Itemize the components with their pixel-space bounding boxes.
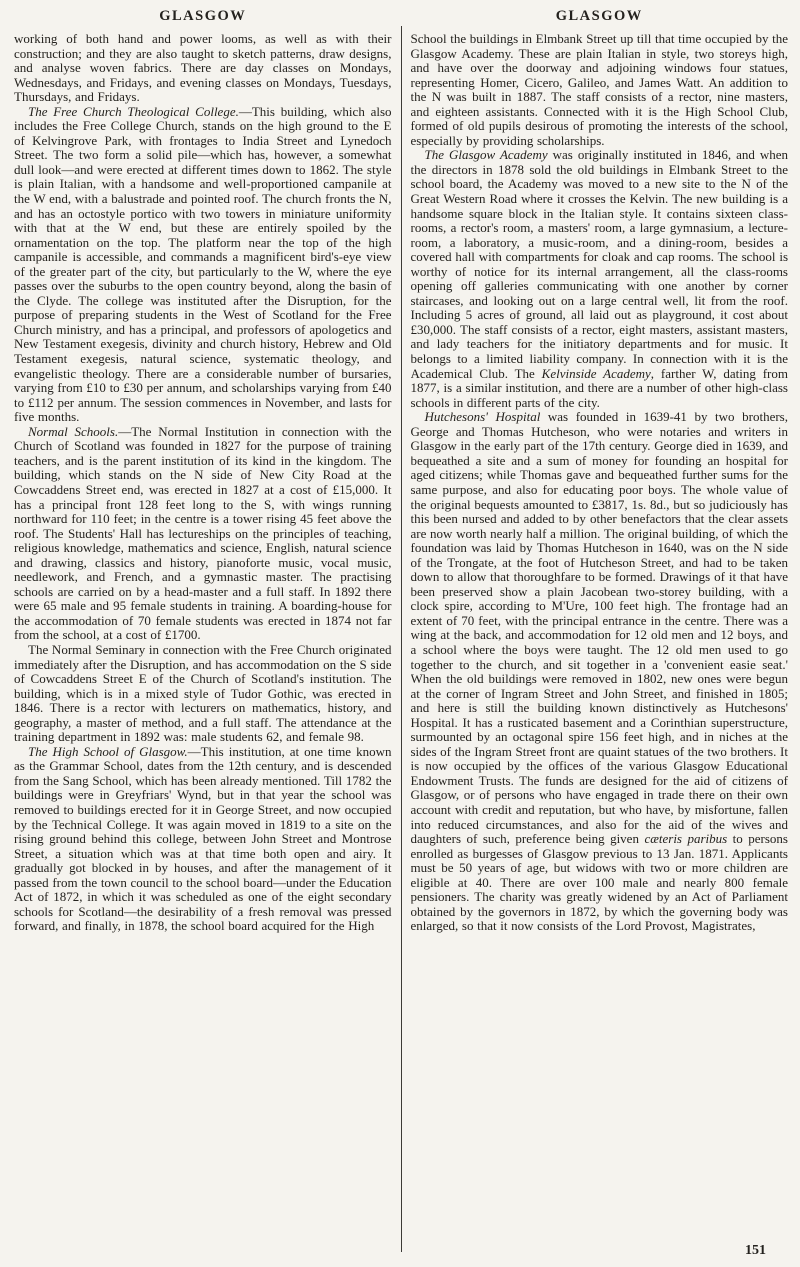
- text: —The Normal Institution in connection with the Church of Scotland was founded in 1827 for the purpose of training teachers, and is the parent institution of its kind in the kingdom. The building, which stands on the N side of New City Road at the Cowcaddens Street end, was erected in 1827 at a cost of £15,000. It has a principal front 128 feet long to the S, with wings running northward for 110 feet; in the centre is a tower rising 45 feet above the roof. The Students' Hall has lectureships on the principles of teaching, religious knowledge, mathematics and science, English, natural science and drawing, classics and history, pianoforte music, vocal music, needlework, and French, and a gymnastic master. The practising schools are carried on by a head-master and a full staff. In 1892 there were 65 male and 95 female students in training. A boarding-house for the accommodation of 70 female students was erected in 1874 not far from the school, at a cost of £1700.: [14, 423, 392, 643]
- text: working of both hand and power looms, as well as with their construction; and they are also taught to sketch patterns, draw designs, and analyse woven fabrics. There are day classes on Mondays, Wednesdays, and Fridays, and evening classes on Mondays, Tuesdays, Thursdays, and Fridays.: [14, 32, 392, 105]
- italic-text: Normal Schools.: [28, 423, 119, 439]
- column-divider: [401, 26, 402, 1252]
- paragraph: [14, 105, 392, 425]
- text: was originally instituted in 1846, and when the directors in 1878 sold the old buildings in Elmbank Street to the school board, the Academy was moved to a new site to the N of the Great Western Road where it crosses the Kelvin. The new building is a handsome square block in the Italian style. It contains sixteen class-rooms, a rector's room, a masters' room, a large gymnasium, a lecture-room, a laboratory, a music-room, and a dining-room, besides a covered hall with compartments for cloak and cap rooms. The school is worthy of notice for its internal arrangement, all the class-rooms opening off galleries communicating with one another by corner staircases, and looking out on a large central well, lit from the roof. Including 5 acres of ground, all laid out as playground, it cost about £30,000. The staff consists of a rector, eight masters, assistant masters, and lady teachers for the initiatory departments and for music. It belongs to a limited liability company. In connection with it is the Academical Club. The: [410, 147, 788, 381]
- paragraph: [14, 32, 392, 105]
- text: , farther W, dating from 1877, is a similar institution, and there are a number of other high-class schools in different parts of the city.: [410, 365, 788, 410]
- left-column: [14, 8, 392, 1252]
- paragraph: [14, 425, 392, 643]
- text: —This building, which also includes the Free College Church, stands on the high ground to the E of Kelvingrove Park, with frontages to India Street and Lynedoch Street. The two form a solid pile—which has, however, a somewhat dull look—and were erected at different times down to 1862. The style is plain Italian, with a handsome and well-proportioned campanile at the W end, with a balustrade and pointed roof. The church fronts the N, and has an octostyle portico with two towers in miniature uniformity with that at the W end, but these are entirely spoiled by the ornamentation on the top. The platform near the top of the high campanile is accessible, and commands a magnificent bird's-eye view of the greater part of the city, but particularly to the W, where the eye passes over the suburbs to the open country beyond, along the basin of the Clyde. The college was instituted after the Disruption, for the purpose of preparing students in the West of Scotland for the Free Church ministry, and has a principal, and professors of apologetics and New Testament exegesis, divinity and church history, Hebrew and Old Testament exegesis, natural science, systematic theology, and evangelistic theology. There are a considerable number of bursaries, varying from £10 to £30 per annum, and scholarships varying from £40 to £112 per annum. The session commences in November, and lasts for five months.: [14, 103, 392, 425]
- italic-text: The High School of Glasgow.: [28, 743, 188, 759]
- left-column-header: GLASGOW: [159, 8, 247, 24]
- text: to persons enrolled as burgesses of Glasgow previous to 13 Jan. 1871. Applicants must be 50 years of age, but widows with two or more children are eligible at 40. There are over 100 male and nearly 800 female pensioners. The charity was greatly widened by an Act of Parliament obtained by the governors in 1872, by which the governing body was enlarged, so that it now consists of the Lord Provost, Magistrates,: [410, 831, 788, 934]
- text: The Normal Seminary in connection with the Free Church originated immediately after the Disruption, and has accommodation on the S side of Cowcaddens Street E of the Church of Scotland's institution. The building, which is in a mixed style of Tudor Gothic, was erected in 1846. There is a rector with lecturers on mathematics, history, and geography, a master of method, and a full staff. The attendance at the training department in 1892 was: male students 62, and female 98.: [14, 641, 392, 745]
- text: School the buildings in Elmbank Street up till that time occupied by the Glasgow Academy. These are plain Italian in style, two storeys high, and have over the doorway and adjoining windows four statues, representing Homer, Cicero, Galileo, and James Watt. An addition to the N was built in 1887. The staff consists of a rector, nine masters, and eighteen assistants. Connected with it is the High School Club, formed of old pupils desirous of promoting the interests of the school, especially by providing scholarships.: [410, 32, 788, 148]
- right-column-header: GLASGOW: [555, 8, 643, 24]
- paragraph: [14, 643, 392, 745]
- right-column: [411, 8, 789, 1252]
- left-column-text: [14, 32, 392, 1237]
- italic-text: cæteris paribus: [644, 831, 728, 847]
- page-number: 151: [745, 1243, 766, 1258]
- italic-text: Kelvinside Academy: [541, 365, 651, 381]
- italic-text: The Free Church Theological College.: [28, 103, 239, 119]
- two-column-layout: [14, 8, 788, 1252]
- paragraph: [14, 745, 392, 934]
- paragraph: [411, 410, 789, 934]
- italic-text: The Glasgow Academy: [424, 147, 548, 163]
- paragraph: [411, 32, 789, 148]
- text: —This institution, at one time known as the Grammar School, dates from the 12th century, and is descended from the Sang School, which has been already mentioned. Till 1782 the buildings were in Greyfriars' Wynd, but in that year the school was removed to buildings erected for it in George Street, and now occupied by the Technical College. It was again moved in 1819 to a site on the rising ground behind this college, between John Street and Montrose Street, a situation which was at that time both open and airy. It gradually got blocked in by houses, and after the management of it passed from the town council to the school board—under the Education Act of 1872, in which it was scheduled as one of the eight secondary schools for Scotland—the desirability of a fresh removal was pressed forward, and finally, in 1878, the school board acquired for the High: [14, 743, 392, 934]
- text: was founded in 1639-41 by two brothers, George and Thomas Hutcheson, who were notaries and writers in Glasgow in the early part of the 17th century. George died in 1639, and bequeathed a site and a sum of money for founding an hospital for aged citizens; while Thomas gave and bequeathed further sums for the same purpose, and also for educating poor boys. The whole value of the original bequests amounted to £3817, 1s. 8d., but so judiciously has this been nursed and added to by other benefactors that the clear assets are now worth nearly half a million. The original building, of which the foundation was laid by Thomas Hutcheson in 1640, was on the N side of the Trongate, at the foot of Hutcheson Street, and had to be taken down to allow that thoroughfare to be formed. Drawings of it that have been preserved show a plain Jacobean two-storey building, with a clock spire, according to M'Ure, 100 feet high. The frontage had an extent of 70 feet, with the principal entrance in the centre. There was a wing at the back, and accommodation for 12 old men and 12 boys, and a school where the boys were taught. The 12 old men used to go together to the church, and sit together in a 'convenient easie seat.' When the old buildings were removed in 1802, new ones were begun at the corner of Ingram Street and John Street, and finished in 1805; and here is still the building known distinctively as Hutchesons' Hospital. It has a rusticated basement and a Corinthian superstructure, surmounted by an octagonal spire 156 feet high, and in niches at the sides of the Ingram Street front are quaint statues of the two brothers. It is now occupied by the offices of the various Glasgow Educational Endowment Trusts. The funds are designed for the aid of citizens of Glasgow, or of persons who have engaged in trade there on their own account with credit and reputation, but who have, by misfortune, fallen into reduced circumstances, and also for the aid of the wives and daughters of such, preference being given: [410, 409, 788, 847]
- right-column-text: [411, 32, 789, 1237]
- italic-text: Hutchesons' Hospital: [424, 409, 541, 425]
- paragraph: [411, 148, 789, 410]
